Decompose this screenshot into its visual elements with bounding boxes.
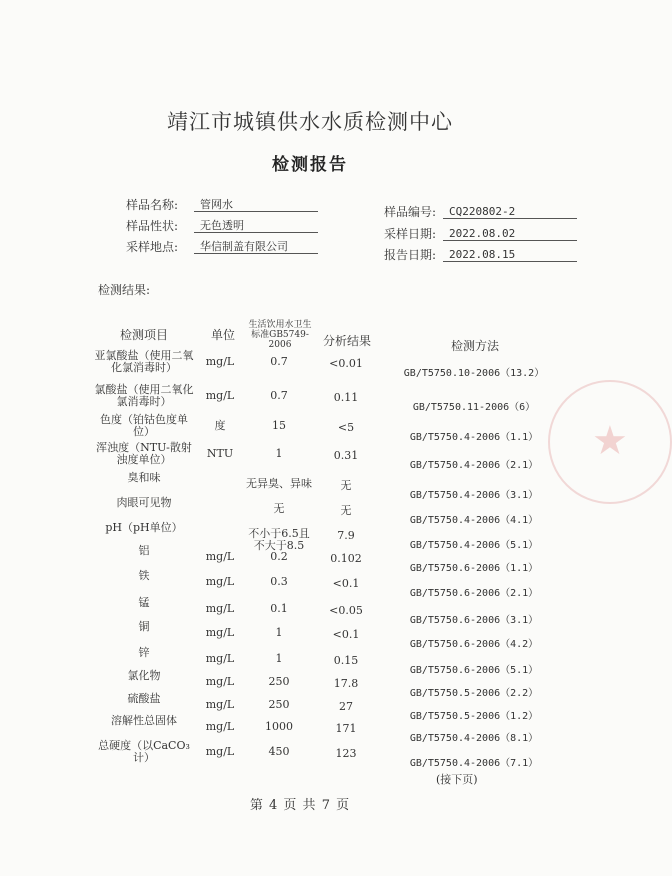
- row-standard: 1: [275, 652, 283, 665]
- row-item: 溶解性总固体: [111, 714, 177, 727]
- row-standard: 无: [273, 502, 285, 515]
- report-date-value: 2022.08.15: [443, 247, 577, 262]
- row-item: 亚氯酸盐（使用二氧化氯消毒时）: [94, 349, 194, 374]
- row-result: 0.15: [333, 654, 359, 667]
- row-unit: mg/L: [205, 745, 235, 758]
- row-item: 总硬度（以CaCO₃计）: [98, 739, 190, 764]
- row-item: 硫酸盐: [127, 692, 161, 705]
- sample-nature-value: 无色透明: [194, 218, 318, 233]
- report-date-label: 报告日期:: [384, 248, 437, 262]
- row-item: 锌: [138, 646, 150, 659]
- row-standard: 不小于6.5且不大于8.5: [248, 527, 310, 552]
- row-item: 肉眼可见物: [116, 496, 172, 509]
- row-unit: 度: [214, 419, 226, 432]
- row-unit: mg/L: [205, 626, 235, 639]
- row-standard: 250: [268, 698, 290, 711]
- organization-title: 靖江市城镇供水水质检测中心: [167, 110, 453, 134]
- report-title: 检测报告: [272, 155, 348, 175]
- row-item: 铁: [138, 569, 150, 582]
- row-method: GB/T5750.11-2006（6）: [412, 402, 536, 413]
- row-standard: 250: [268, 675, 290, 688]
- row-method: GB/T5750.4-2006（5.1）: [409, 540, 539, 551]
- row-method: GB/T5750.10-2006（13.2）: [403, 368, 545, 379]
- row-item: 浑浊度（NTU-散射浊度单位）: [96, 441, 192, 466]
- row-item: 铜: [138, 620, 150, 633]
- row-unit: mg/L: [205, 575, 235, 588]
- row-unit: mg/L: [205, 389, 235, 402]
- row-result: 0.11: [333, 391, 359, 404]
- row-result: 123: [335, 747, 357, 760]
- row-unit: NTU: [206, 447, 234, 460]
- row-result: 171: [335, 722, 357, 735]
- sample-nature-label: 样品性状:: [126, 219, 179, 233]
- row-standard: 0.2: [270, 550, 288, 563]
- sample-name-label: 样品名称:: [126, 198, 179, 212]
- row-result: <5: [337, 421, 355, 434]
- row-method: GB/T5750.4-2006（1.1）: [409, 432, 539, 443]
- row-unit: mg/L: [205, 602, 235, 615]
- row-standard: 无异臭、异味: [246, 477, 312, 490]
- row-method: GB/T5750.5-2006（1.2）: [409, 711, 539, 722]
- row-item: 氯酸盐（使用二氧化氯消毒时）: [94, 383, 194, 408]
- row-standard: 0.7: [270, 389, 288, 402]
- row-method: GB/T5750.4-2006（3.1）: [409, 490, 539, 501]
- header-method: 检测方法: [450, 339, 499, 353]
- sample-number-label: 样品编号:: [384, 205, 437, 219]
- row-item: 臭和味: [127, 471, 161, 484]
- row-result: <0.05: [329, 604, 363, 617]
- row-item: 铝: [138, 544, 150, 557]
- page-footer: 第 4 页 共 7 页: [249, 798, 351, 813]
- row-standard: 1000: [265, 720, 293, 733]
- row-unit: mg/L: [205, 550, 235, 563]
- row-method: GB/T5750.6-2006（3.1）: [409, 615, 539, 626]
- row-unit: mg/L: [205, 675, 235, 688]
- row-standard: 1: [275, 626, 283, 639]
- row-standard: 0.1: [270, 602, 288, 615]
- row-unit: mg/L: [205, 355, 235, 368]
- row-standard: 15: [272, 419, 286, 432]
- row-result: 17.8: [333, 677, 359, 690]
- header-standard: 生活饮用水卫生标准GB5749-2006: [248, 320, 312, 350]
- continued-note: (接下页): [436, 773, 478, 786]
- row-method: GB/T5750.6-2006（5.1）: [409, 665, 539, 676]
- row-item: 色度（铂钴色度单位）: [100, 413, 188, 438]
- row-result: 0.31: [333, 449, 359, 462]
- row-method: GB/T5750.4-2006（8.1）: [409, 733, 539, 744]
- row-method: GB/T5750.6-2006（4.2）: [409, 639, 539, 650]
- sampling-date-label: 采样日期:: [384, 227, 437, 241]
- row-item: 氯化物: [127, 669, 161, 682]
- header-unit: 单位: [210, 328, 235, 342]
- row-item: pH（pH单位）: [105, 521, 183, 534]
- header-item: 检测项目: [119, 328, 168, 342]
- row-method: GB/T5750.5-2006（2.2）: [409, 688, 539, 699]
- seal-star-icon: ★: [592, 418, 628, 464]
- row-result: 27: [339, 700, 353, 713]
- results-label: 检测结果:: [98, 283, 151, 297]
- row-result: 0.102: [330, 552, 362, 565]
- row-unit: mg/L: [205, 698, 235, 711]
- row-method: GB/T5750.6-2006（2.1）: [409, 588, 539, 599]
- sample-name-value: 管网水: [194, 197, 318, 212]
- sample-number-value: CQ220802-2: [443, 204, 577, 219]
- row-standard: 1: [275, 447, 283, 460]
- row-standard: 0.3: [270, 575, 288, 588]
- row-result: 7.9: [337, 529, 355, 542]
- row-result: <0.01: [329, 357, 363, 370]
- row-result: 无: [340, 504, 352, 517]
- row-result: <0.1: [332, 577, 360, 590]
- sampling-location-value: 华信制盖有限公司: [194, 239, 318, 254]
- row-standard: 0.7: [270, 355, 288, 368]
- sampling-location-label: 采样地点:: [126, 240, 179, 254]
- row-unit: mg/L: [205, 652, 235, 665]
- row-method: GB/T5750.4-2006（7.1）: [409, 758, 539, 769]
- row-method: GB/T5750.4-2006（4.1）: [409, 515, 539, 526]
- row-item: 锰: [138, 596, 150, 609]
- row-method: GB/T5750.4-2006（2.1）: [409, 460, 539, 471]
- row-method: GB/T5750.6-2006（1.1）: [409, 563, 539, 574]
- row-standard: 450: [268, 745, 290, 758]
- row-unit: mg/L: [205, 720, 235, 733]
- sampling-date-value: 2022.08.02: [443, 226, 577, 241]
- row-result: <0.1: [332, 628, 360, 641]
- header-result: 分析结果: [322, 334, 371, 348]
- row-result: 无: [340, 479, 352, 492]
